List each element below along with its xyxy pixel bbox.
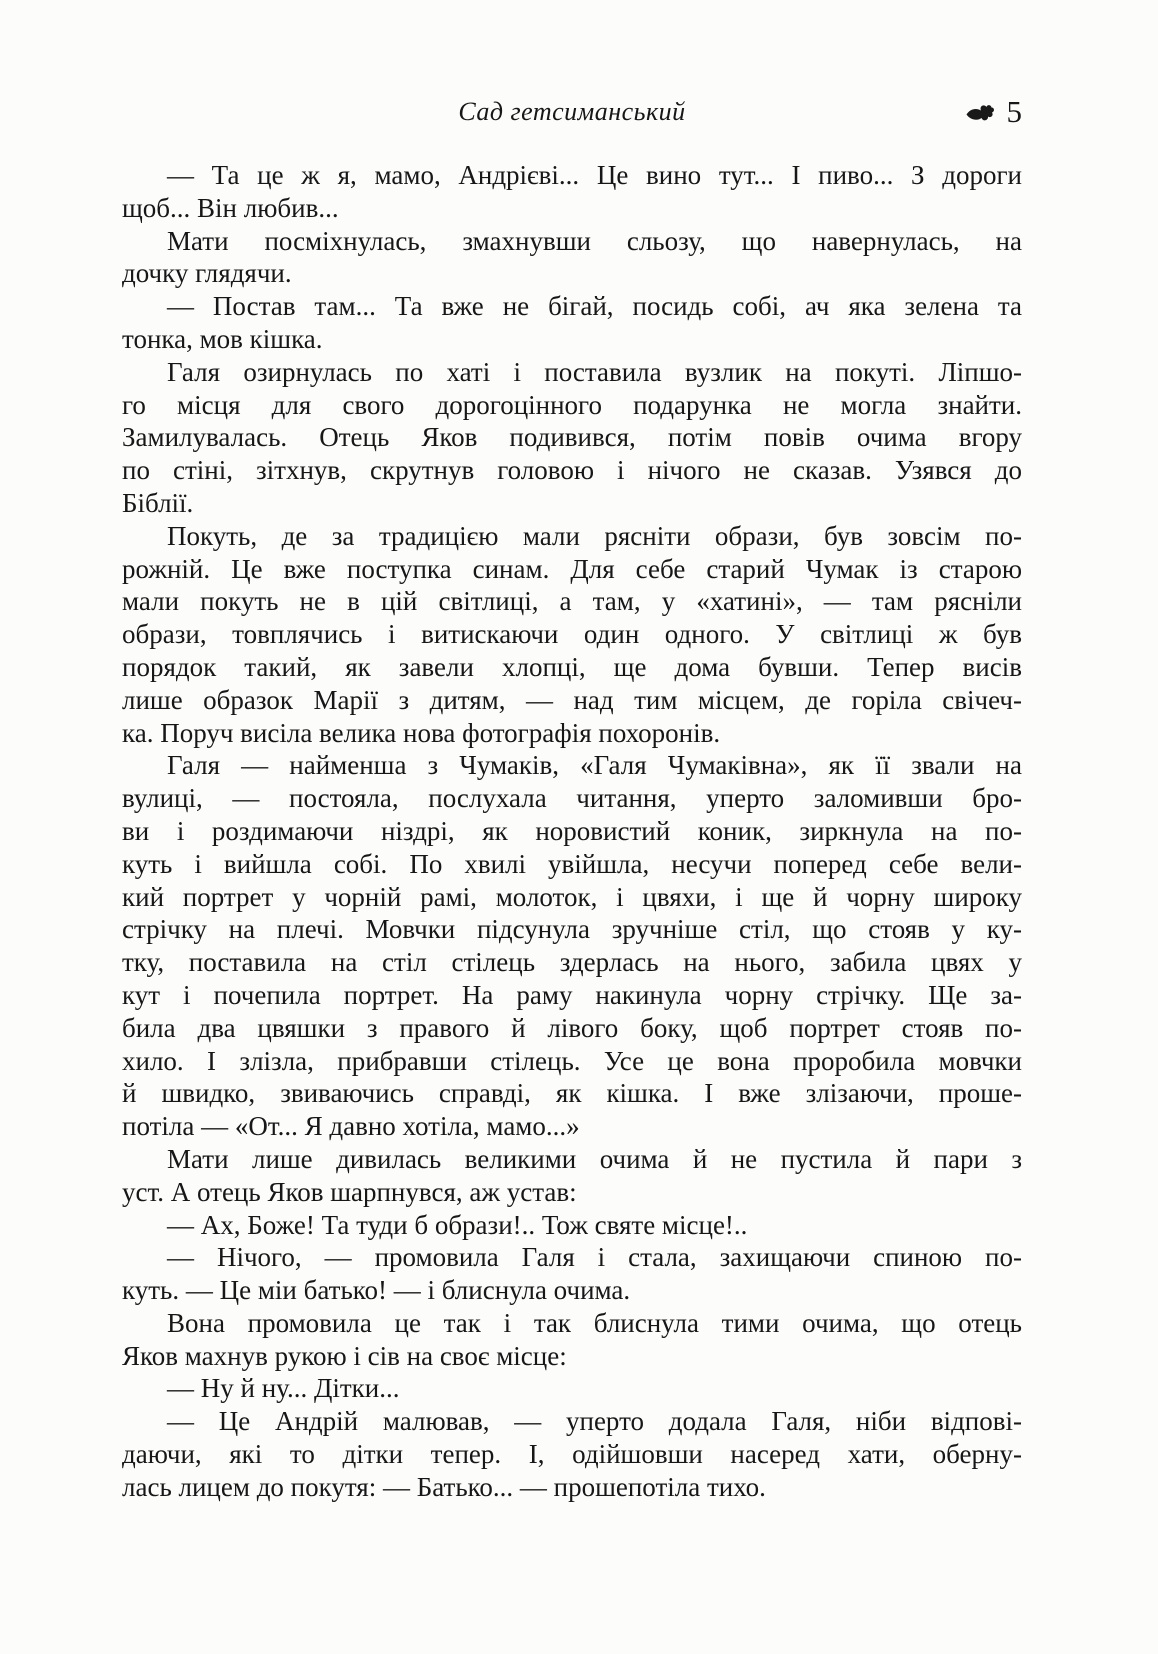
text-line: Біблії. <box>122 487 194 518</box>
folio <box>965 94 1023 130</box>
text-line: по стіні, зітхнув, скрутнув головою і нічого не сказав. Узявся до <box>122 455 1022 486</box>
text-line: хило. І злізла, прибравши стілець. Усе це вона проробила мовчки <box>122 1045 1022 1076</box>
text-line: вулиці, — постояла, послухала читання, уперто заломивши бро- <box>122 783 1022 814</box>
text-line: Яков махнув рукою і сів на своє місце: <box>122 1340 567 1371</box>
text-line: щоб... Він любив... <box>122 192 339 223</box>
text-line: — Постав там... Та вже не бігай, посидь собі, ач яка зелена та <box>167 291 1022 322</box>
text-line: го місця для свого дорогоцінного подарунка не могла знайти. <box>122 389 1022 420</box>
text-line: Галя озирнулась по хаті і поставила вузлик на покуті. Ліпшо- <box>167 356 1022 387</box>
text-line: рожній. Це вже поступка синам. Для себе старий Чумак із старою <box>122 553 1022 584</box>
paragraph <box>122 159 1022 225</box>
text-line: Замилувалась. Отець Яков подивився, потім повів очима вгору <box>122 422 1022 453</box>
text-line: лише образок Марії з дитям, — над тим місцем, де горіла свічеч- <box>122 684 1022 715</box>
text-line: й швидко, звиваючись справді, як кішка. І вже злізаючи, проше- <box>122 1078 1022 1109</box>
text-line: Мати лише дивилась великими очима й не пустила й пари з <box>167 1143 1022 1174</box>
text-line: ка. Поруч висіла велика нова фотографія похоронів. <box>122 717 721 748</box>
running-head-title: Сад гетсиманський <box>458 97 686 126</box>
text-line: образи, товплячись і витискаючи один одного. У світлиці ж був <box>122 619 1022 650</box>
text-line: уст. А отець Яков шарпнувся, аж устав: <box>122 1176 577 1207</box>
text-line: потіла — «От... Я давно хотіла, мамо...» <box>122 1111 580 1142</box>
page-number: 5 <box>1006 94 1022 129</box>
paragraph <box>122 290 1022 356</box>
paragraph <box>122 1143 1022 1209</box>
text-block <box>122 159 1022 1504</box>
paragraph <box>122 749 1022 1143</box>
paragraph <box>122 356 1022 520</box>
paragraph <box>122 520 1022 750</box>
text-line: тонка, мов кішка. <box>122 323 323 354</box>
text-line: дочку глядячи. <box>122 258 292 289</box>
text-line: Мати посміхнулась, змахнувши сльозу, що навернулась, на <box>167 225 1022 256</box>
text-line: — Це Андрій малював, — уперто додала Галя, ніби відпові- <box>167 1406 1022 1437</box>
text-line: — Нічого, — промовила Галя і стала, захищаючи спиною по- <box>167 1242 1022 1273</box>
text-line: куть і вийшла собі. По хвилі увійшла, несучи поперед себе вели- <box>122 848 1022 879</box>
paragraph <box>122 225 1022 291</box>
text-line: — Ну й ну... Дітки... <box>167 1373 400 1404</box>
text-line: куть. — Це міи батько! — і блиснула очима. <box>122 1275 631 1306</box>
text-line: стрічку на плечі. Мовчки підсунула зручніше стіл, що стояв у ку- <box>122 914 1022 945</box>
text-line: Галя — найменша з Чумаків, «Галя Чумаківна», як її звали на <box>167 750 1022 781</box>
text-line: тку, поставила на стіл стілець здерлась на нього, забила цвях у <box>122 947 1022 978</box>
running-head <box>122 94 1022 130</box>
text-line: — Ах, Боже! Та туди б образи!.. Тож святе місце!.. <box>167 1209 748 1240</box>
text-line: кут і почепила портрет. На раму накинула чорну стрічку. Ще за- <box>122 979 1022 1010</box>
paragraph <box>122 1307 1022 1373</box>
text-line: порядок такий, як завели хлопці, ще дома бувши. Тепер висів <box>122 651 1022 682</box>
text-line: мали покуть не в цій світлиці, а там, у «хатині», — там рясніли <box>122 586 1022 617</box>
text-line: кий портрет у чорній рамі, молоток, і цвяхи, і ще й чорну широку <box>122 881 1022 912</box>
fleuron-icon <box>965 102 995 123</box>
text-line: Покуть, де за традицією мали рясніти образи, був зовсім по- <box>167 520 1022 551</box>
paragraph <box>122 1241 1022 1307</box>
text-line: ви і роздимаючи ніздрі, як норовистий коник, зиркнула на по- <box>122 815 1022 846</box>
text-line: даючи, які то дітки тепер. І, одійшовши насеред хати, оберну- <box>122 1439 1022 1470</box>
text-line: Вона промовила це так і так блиснула тими очима, що отець <box>167 1307 1022 1338</box>
text-line: лась лицем до покутя: — Батько... — прошепотіла тихо. <box>122 1471 766 1502</box>
text-line: — Та це ж я, мамо, Андрієві... Це вино тут... І пиво... З дороги <box>167 160 1022 190</box>
text-line: била два цвяшки з правого й лівого боку, щоб портрет стояв по- <box>122 1012 1022 1043</box>
paragraph <box>122 1405 1022 1503</box>
paragraph <box>122 1209 1022 1242</box>
paragraph <box>122 1372 1022 1405</box>
